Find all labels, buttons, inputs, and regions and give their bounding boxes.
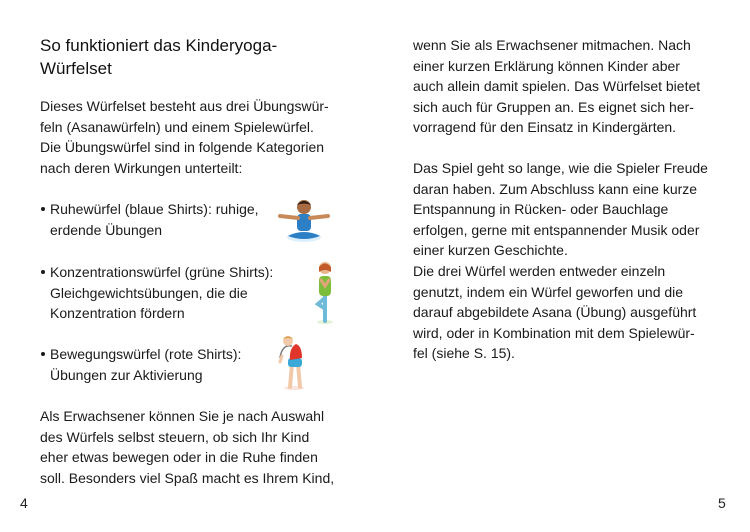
title-line: So funktioniert das Kinderyoga- [40, 36, 278, 55]
text-line: Als Erwachsener können Sie je nach Auswahl [40, 408, 325, 424]
text-line: Dieses Würfelset besteht aus drei Übungswür- [40, 98, 329, 114]
text-line: daran haben. Zum Abschluss kann eine kurze [413, 180, 698, 197]
text-line: des Würfels selbst steuern, ob sich Ihr Kind [40, 428, 310, 445]
text-line: einer kurzen Geschichte. [413, 242, 568, 259]
text-line: genutzt, indem ein Würfel geworfen und die [413, 283, 684, 300]
text-line: wird, oder in Kombination mit dem Spielewür- [413, 324, 695, 341]
text-line: Übungen zur Aktivierung [50, 366, 203, 383]
text-line: soll. Besonders viel Spaß macht es Ihrem Kind, [40, 469, 335, 486]
text-line: auch allein damit spielen. Das Würfelset bietet [413, 78, 701, 95]
section-title [40, 34, 340, 80]
text-line: sich auch für Gruppen an. Es eignet sich her- [413, 98, 694, 115]
text-line: Die drei Würfel werden entweder einzeln [413, 262, 666, 279]
text-line: Konzentration fördern [50, 305, 185, 322]
title-line: Würfelset [40, 59, 112, 78]
text-line: erfolgen, gerne mit entspannender Musik oder [413, 221, 700, 238]
text-line: Konzentrationswürfel (grüne Shirts): [50, 264, 274, 280]
text-line: Ruhewürfel (blaue Shirts): ruhige, [50, 201, 259, 217]
text-line: Die Übungswürfel sind in folgende Kategorien [40, 139, 325, 156]
bullet-dot [41, 207, 45, 211]
right-paragraph-2 [413, 158, 708, 364]
backbend-child-red-illustration [276, 334, 310, 390]
bullet-bewegungswuerfel [40, 344, 241, 385]
tree-pose-child-green-illustration [312, 258, 338, 324]
text-line: einer kurzen Erklärung können Kinder aber [413, 57, 680, 74]
text-line: fel (siehe S. 15). [413, 345, 515, 362]
text-line: darauf abgebildete Asana (Übung) ausgeführt [413, 304, 697, 321]
bullet-dot [41, 270, 45, 274]
closing-paragraph [40, 406, 334, 488]
text-line: feln (Asanawürfeln) und einem Spielewürfel. [40, 118, 314, 135]
intro-paragraph [40, 96, 329, 178]
sitting-child-blue-illustration [274, 196, 334, 244]
page-number-left: 4 [20, 495, 28, 511]
text-line: nach deren Wirkungen unterteilt: [40, 159, 243, 176]
page-number-right: 5 [718, 495, 726, 511]
text-line: Das Spiel geht so lange, wie die Spieler Freude [413, 160, 708, 176]
text-line: erdende Übungen [50, 221, 163, 238]
text-line: eher etwas bewegen oder in die Ruhe finden [40, 449, 318, 466]
right-paragraph-1 [413, 35, 700, 138]
text-line: Entspannung in Rücken- oder Bauchlage [413, 201, 669, 218]
bullet-ruhewuerfel [40, 199, 259, 240]
text-line: Gleichgewichtsübungen, die die [50, 284, 248, 301]
bullet-konzentrationswuerfel [40, 262, 273, 324]
bullet-dot [41, 352, 45, 356]
text-line: wenn Sie als Erwachsener mitmachen. Nach [413, 37, 691, 53]
right-page [375, 0, 750, 532]
text-line: Bewegungswürfel (rote Shirts): [50, 346, 242, 362]
text-line: vorragend für den Einsatz in Kindergärten. [413, 119, 677, 136]
